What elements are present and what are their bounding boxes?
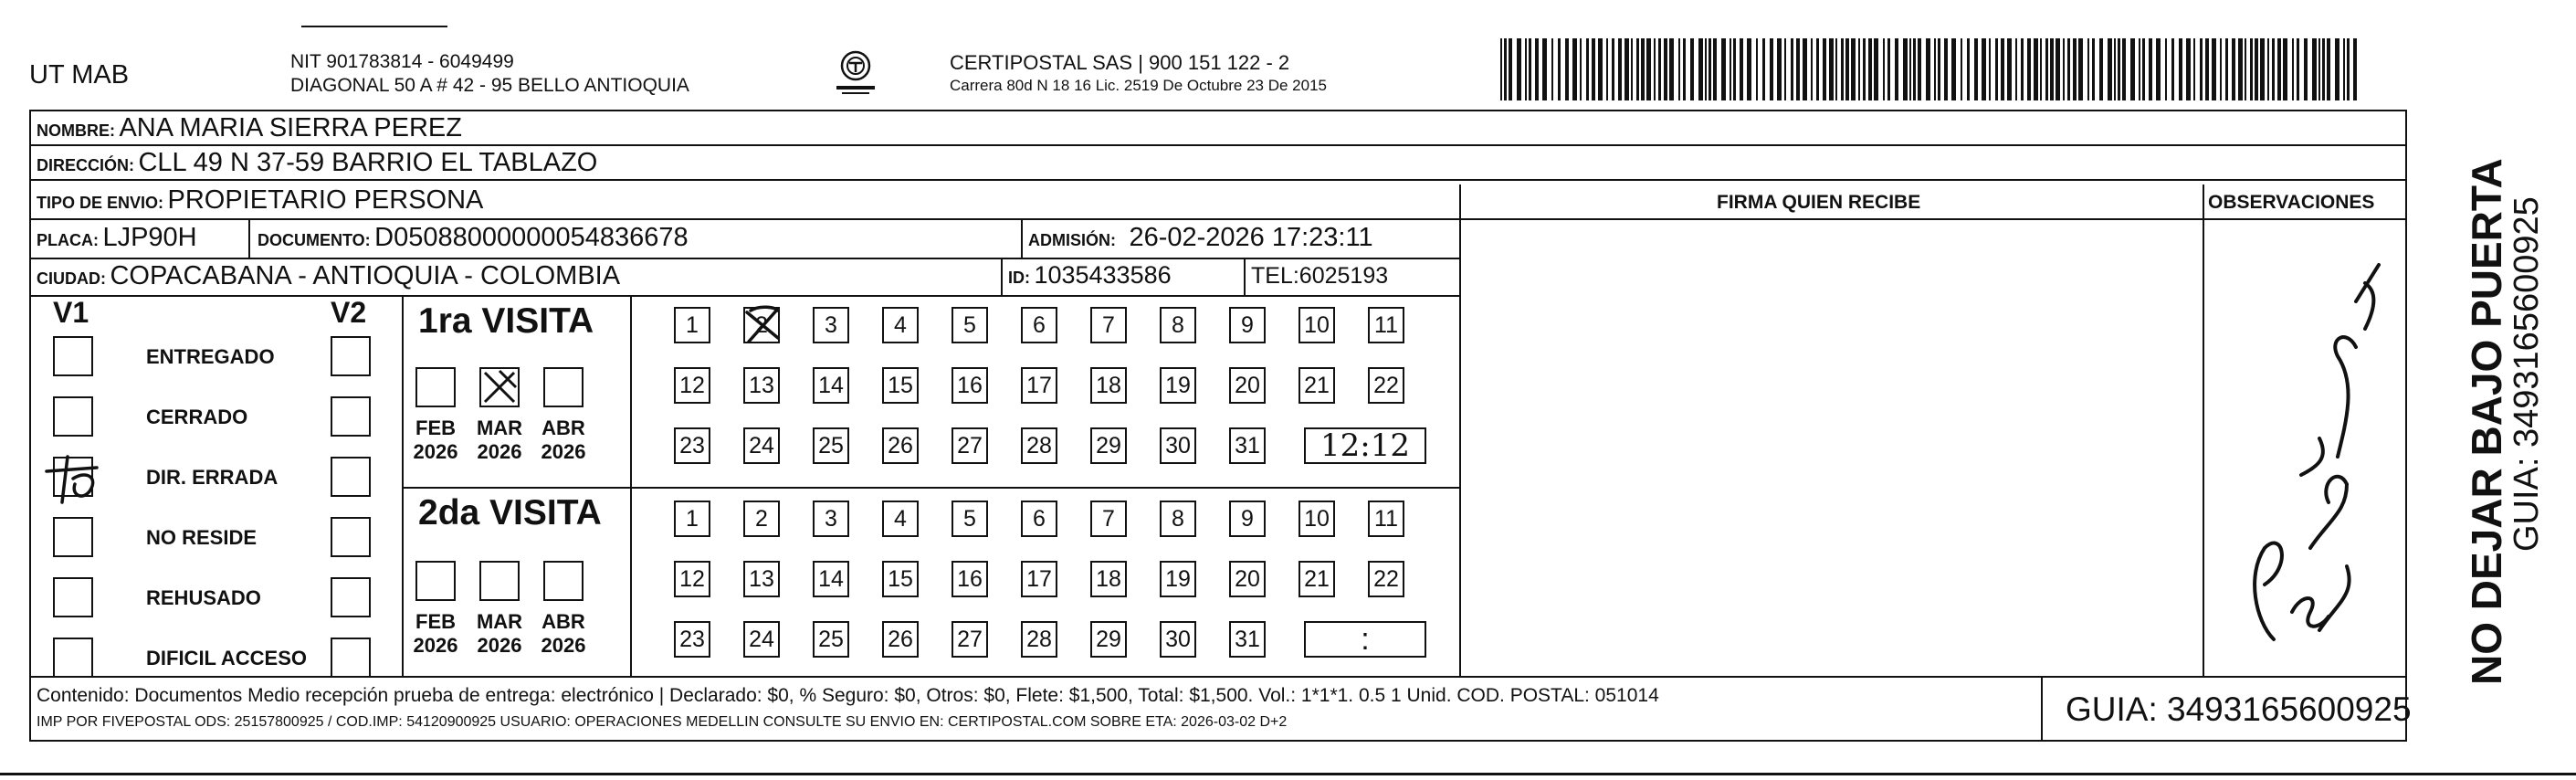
day-cell[interactable]: 11: [1368, 501, 1404, 537]
day-cell[interactable]: 31: [1229, 621, 1266, 658]
day-cell[interactable]: 27: [952, 621, 988, 658]
day-cell[interactable]: 24: [743, 621, 780, 658]
day-cell[interactable]: 1: [674, 501, 710, 537]
tel-value: 6025193: [1299, 263, 1389, 289]
month-checkbox[interactable]: [543, 561, 584, 601]
tipo-label: TIPO DE ENVIO:: [37, 194, 164, 212]
row-line: [29, 218, 2405, 220]
v1-header: V1: [53, 296, 89, 329]
day-cell[interactable]: 20: [1229, 561, 1266, 597]
nombre-value: ANA MARIA SIERRA PEREZ: [119, 113, 462, 142]
day-cell[interactable]: 12: [674, 561, 710, 597]
month-checkbox[interactable]: [415, 367, 456, 407]
month-name: ABR: [541, 416, 585, 439]
day-cell[interactable]: 25: [813, 427, 849, 464]
day-cell[interactable]: 9: [1229, 501, 1266, 537]
documento-value: D05088000000054836678: [374, 223, 689, 252]
day-cell[interactable]: 27: [952, 427, 988, 464]
day-cell[interactable]: 26: [882, 621, 919, 658]
id-value: 1035433586: [1034, 261, 1172, 289]
direccion-value: CLL 49 N 37-59 BARRIO EL TABLAZO: [138, 148, 598, 177]
day-cell[interactable]: 7: [1090, 307, 1127, 343]
col-line: [1459, 184, 1461, 676]
ut-label: UT MAB: [29, 60, 130, 90]
reason-label: CERRADO: [146, 406, 248, 428]
v1-checkbox[interactable]: [53, 638, 93, 678]
id-label: ID:: [1008, 269, 1030, 287]
month-name: FEB: [415, 610, 456, 633]
placa-value: LJP90H: [102, 223, 197, 252]
bottom-rule: [0, 773, 2576, 775]
footer-contenido: Contenido: Documentos Medio recepción prueba de entrega: electrónico | Declarado: $0, % Seguro: $0, Otros: $0, Flete: $1,500, Total: $1,500. Vol.: 1*1*1. 0.5 1 Unid. COD. POSTAL: 051014: [37, 685, 1659, 706]
day-cell[interactable]: 3: [813, 307, 849, 343]
v1-checkbox[interactable]: [53, 517, 93, 557]
firma-label: FIRMA QUIEN RECIBE: [1717, 192, 1921, 213]
day-cell[interactable]: 30: [1160, 427, 1196, 464]
tipo-field: [37, 185, 483, 216]
ciudad-value: COPACABANA - ANTIOQUIA - COLOMBIA: [110, 261, 621, 290]
footer-imp: IMP POR FIVEPOSTAL ODS: 25157800925 / COD.IMP: 54120900925 USUARIO: OPERACIONES MEDELLIN CONSULTE SU ENVIO EN: CERTIPOSTAL.COM SOBRE ETA: 2026-03-02 D+2: [37, 714, 1288, 730]
month-label: [532, 416, 594, 464]
v1-handwritten-mark: [42, 451, 106, 511]
direccion-label: DIRECCIÓN:: [37, 156, 134, 174]
day-cell[interactable]: 25: [813, 621, 849, 658]
col-line: [1021, 218, 1023, 258]
day-cell[interactable]: 29: [1090, 621, 1127, 658]
v2-checkbox[interactable]: [331, 336, 371, 376]
visit2-title: 2da VISITA: [418, 493, 602, 532]
day-cell[interactable]: 19: [1160, 561, 1196, 597]
col-line: [2041, 676, 2043, 742]
day-cell[interactable]: 31: [1229, 427, 1266, 464]
month-name: FEB: [415, 416, 456, 439]
month-checkbox[interactable]: [479, 561, 520, 601]
day-cell[interactable]: 17: [1021, 367, 1057, 404]
day-cell[interactable]: 5: [952, 307, 988, 343]
row-line: [29, 295, 1459, 297]
col-line: [248, 218, 250, 258]
documento-label: DOCUMENTO:: [258, 231, 371, 249]
day-cell[interactable]: 8: [1160, 501, 1196, 537]
month-year: 2026: [477, 634, 522, 657]
barcode: [1500, 38, 2359, 100]
tipo-value: PROPIETARIO PERSONA: [167, 185, 484, 215]
sender-address: DIAGONAL 50 A # 42 - 95 BELLO ANTIOQUIA: [290, 75, 689, 96]
day-cell[interactable]: 16: [952, 367, 988, 404]
side-notice: NO DEJAR BAJO PUERTA: [2463, 158, 2510, 685]
row-line: [29, 144, 2405, 146]
header-rule: [301, 26, 447, 27]
v2-checkbox[interactable]: [331, 638, 371, 678]
tel-label: TEL:: [1251, 263, 1299, 289]
day-cell[interactable]: 11: [1368, 307, 1404, 343]
day-cell[interactable]: 1: [674, 307, 710, 343]
observaciones-handwriting: [2210, 247, 2392, 658]
company-name: CERTIPOSTAL SAS | 900 151 122 - 2: [950, 51, 1290, 74]
month-name: MAR: [476, 610, 523, 633]
v2-checkbox[interactable]: [331, 396, 371, 437]
row-line: [29, 676, 2405, 678]
day-cell[interactable]: 22: [1368, 367, 1404, 404]
id-field: [1008, 261, 1172, 290]
day-cell[interactable]: 4: [882, 307, 919, 343]
nombre-label: NOMBRE:: [37, 121, 115, 140]
time-box[interactable]: :: [1304, 621, 1426, 658]
month-label: [532, 610, 594, 658]
day-cell[interactable]: 19: [1160, 367, 1196, 404]
footer-guia: GUIA: 3493165600925: [2066, 690, 2412, 728]
reason-label: DIR. ERRADA: [146, 466, 279, 489]
v1-checkbox[interactable]: [53, 577, 93, 617]
reason-label: NO RESIDE: [146, 526, 258, 549]
direccion-field: [37, 148, 597, 178]
month-name: ABR: [541, 610, 585, 633]
reason-label: REHUSADO: [146, 586, 261, 609]
month-checkbox[interactable]: [479, 367, 520, 407]
day-cell[interactable]: 21: [1299, 367, 1335, 404]
day-cell[interactable]: 6: [1021, 307, 1057, 343]
day-cell[interactable]: 13: [743, 367, 780, 404]
day-cell[interactable]: 14: [813, 367, 849, 404]
day-cell[interactable]: 24: [743, 427, 780, 464]
day-cell[interactable]: 30: [1160, 621, 1196, 658]
month-year: 2026: [413, 440, 458, 463]
day-cell[interactable]: 5: [952, 501, 988, 537]
month-checkbox[interactable]: [543, 367, 584, 407]
visit1-title: 1ra VISITA: [418, 301, 594, 341]
v2-checkbox[interactable]: [331, 517, 371, 557]
day-cell[interactable]: 29: [1090, 427, 1127, 464]
month-year: 2026: [541, 634, 586, 657]
day-cell[interactable]: 9: [1229, 307, 1266, 343]
row-line: [29, 179, 2405, 181]
day-cell[interactable]: 26: [882, 427, 919, 464]
day-cell[interactable]: 12: [674, 367, 710, 404]
nit-text: NIT 901783814 - 6049499: [290, 51, 514, 72]
day-cell[interactable]: 21: [1299, 561, 1335, 597]
day-cell[interactable]: 2: [743, 501, 780, 537]
day-handwritten-mark: [741, 301, 783, 350]
admision-label: ADMISIÓN:: [1028, 231, 1116, 249]
day-cell[interactable]: 23: [674, 427, 710, 464]
day-cell[interactable]: 4: [882, 501, 919, 537]
month-year: 2026: [413, 634, 458, 657]
day-cell[interactable]: 18: [1090, 367, 1127, 404]
month-year: 2026: [477, 440, 522, 463]
col-line: [630, 295, 632, 676]
placa-label: PLACA:: [37, 231, 99, 249]
v2-checkbox[interactable]: [331, 577, 371, 617]
ciudad-label: CIUDAD:: [37, 269, 106, 288]
month-label: [405, 610, 467, 658]
month-label: [405, 416, 467, 464]
side-guia: GUIA: 3493165600925: [2508, 196, 2546, 552]
v1-checkbox[interactable]: [53, 396, 93, 437]
day-cell[interactable]: 28: [1021, 621, 1057, 658]
day-cell[interactable]: 22: [1368, 561, 1404, 597]
company-license: Carrera 80d N 18 16 Lic. 2519 De Octubre 23 De 2015: [950, 77, 1327, 94]
nombre-field: [37, 113, 462, 143]
day-cell[interactable]: 15: [882, 561, 919, 597]
documento-field: [258, 223, 689, 253]
day-cell[interactable]: 13: [743, 561, 780, 597]
day-cell[interactable]: 10: [1299, 501, 1335, 537]
col-line: [1244, 258, 1246, 295]
ciudad-field: [37, 261, 620, 291]
day-cell[interactable]: 18: [1090, 561, 1127, 597]
day-cell[interactable]: 23: [674, 621, 710, 658]
day-cell[interactable]: 28: [1021, 427, 1057, 464]
day-cell[interactable]: 6: [1021, 501, 1057, 537]
day-cell[interactable]: 7: [1090, 501, 1127, 537]
v2-checkbox[interactable]: [331, 457, 371, 497]
month-label: [468, 610, 531, 658]
day-cell[interactable]: 8: [1160, 307, 1196, 343]
admision-value: 26-02-2026 17:23:11: [1129, 223, 1373, 252]
row-line: [402, 487, 1459, 489]
day-cell[interactable]: 2: [743, 307, 780, 343]
day-cell[interactable]: 14: [813, 561, 849, 597]
tel-field: [1251, 263, 1388, 290]
observaciones-label: OBSERVACIONES: [2208, 192, 2375, 213]
col-line: [2203, 184, 2204, 676]
placa-field: [37, 223, 197, 253]
col-line: [402, 295, 404, 676]
day-cell[interactable]: 15: [882, 367, 919, 404]
month-checkbox[interactable]: [415, 561, 456, 601]
day-cell[interactable]: 3: [813, 501, 849, 537]
day-cell[interactable]: 20: [1229, 367, 1266, 404]
day-cell[interactable]: 10: [1299, 307, 1335, 343]
admision-field: [1028, 223, 1373, 253]
reason-label: DIFICIL ACCESO: [146, 647, 308, 669]
v1-checkbox[interactable]: [53, 336, 93, 376]
certipostal-logo: [833, 47, 878, 97]
col-line: [1001, 258, 1003, 295]
day-cell[interactable]: 17: [1021, 561, 1057, 597]
month-label: [468, 416, 531, 464]
month-year: 2026: [541, 440, 586, 463]
day-cell[interactable]: 16: [952, 561, 988, 597]
month-name: MAR: [476, 416, 523, 439]
reason-label: ENTREGADO: [146, 345, 275, 368]
v2-header: V2: [331, 296, 367, 329]
time-box[interactable]: 12:12: [1304, 427, 1426, 464]
